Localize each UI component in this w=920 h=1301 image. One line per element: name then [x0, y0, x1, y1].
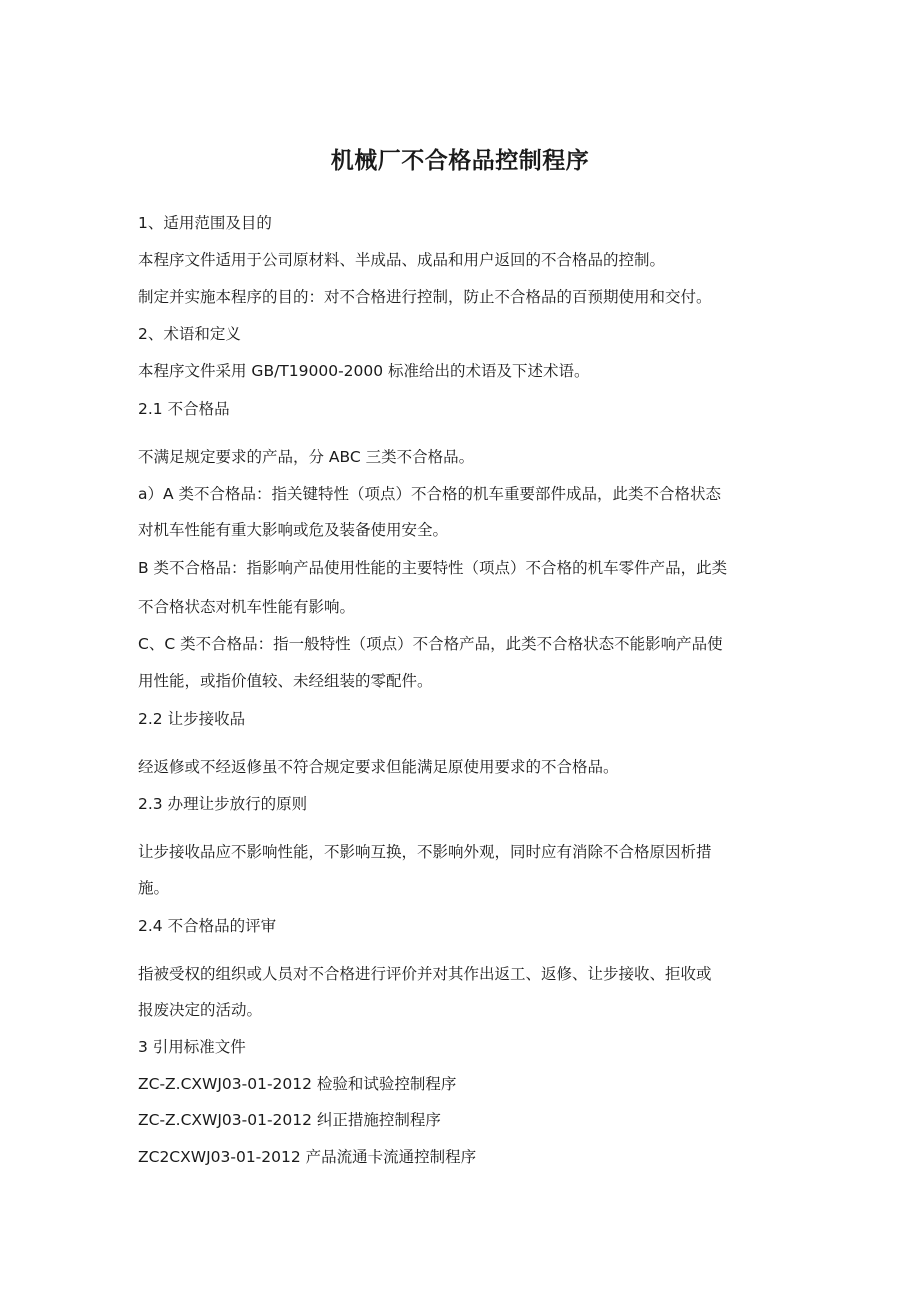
paragraph-line: 报废决定的活动。: [138, 1001, 263, 1019]
document-title: 机械厂不合格品控制程序: [330, 148, 590, 174]
subsection-heading: 2.1 不合格品: [138, 400, 230, 418]
subsection-heading: 2.3 办理让步放行的原则: [138, 795, 308, 813]
paragraph-line: 经返修或不经返修虽不符合规定要求但能满足原使用要求的不合格品。: [138, 758, 619, 776]
paragraph-line: 让步接收品应不影响性能，不影响互换，不影响外观，同时应有消除不合格原因析措: [138, 843, 712, 861]
paragraph-line: 不满足规定要求的产品，分 ABC 三类不合格品。: [138, 448, 475, 466]
section-heading: 1、适用范围及目的: [138, 214, 272, 232]
paragraph-line: B 类不合格品：指影响产品使用性能的主要特性（项点）不合格的机车零件产品，此类: [138, 559, 728, 577]
subsection-heading: 2.2 让步接收品: [138, 710, 246, 728]
paragraph-line: 施。: [138, 879, 170, 897]
paragraph-line: 制定并实施本程序的目的：对不合格进行控制，防止不合格品的百预期使用和交付。: [138, 288, 712, 306]
reference-item: ZC-Z.CXWJ03-01-2012 检验和试验控制程序: [138, 1075, 457, 1093]
section-heading: 3 引用标准文件: [138, 1038, 246, 1056]
paragraph-line: a）A 类不合格品：指关键特性（项点）不合格的机车重要部件成品，此类不合格状态: [138, 485, 722, 503]
paragraph-line: C、C 类不合格品：指一般特性（项点）不合格产品，此类不合格状态不能影响产品使: [138, 635, 723, 653]
subsection-heading: 2.4 不合格品的评审: [138, 917, 277, 935]
paragraph-line: 用性能，或指价值较、未经组装的零配件。: [138, 672, 433, 690]
paragraph-line: 不合格状态对机车性能有影响。: [138, 598, 356, 616]
reference-item: ZC-Z.CXWJ03-01-2012 纠正措施控制程序: [138, 1111, 441, 1129]
paragraph-line: 对机车性能有重大影响或危及装备使用安全。: [138, 521, 449, 539]
paragraph-line: 本程序文件适用于公司原材料、半成品、成品和用户返回的不合格品的控制。: [138, 251, 666, 269]
reference-item: ZC2CXWJ03-01-2012 产品流通卡流通控制程序: [138, 1148, 477, 1166]
paragraph-line: 本程序文件采用 GB/T19000-2000 标准给出的术语及下述术语。: [138, 362, 590, 380]
paragraph-line: 指被受权的组织或人员对不合格进行评价并对其作出返工、返修、让步接收、拒收或: [138, 965, 712, 983]
section-heading: 2、术语和定义: [138, 325, 241, 343]
